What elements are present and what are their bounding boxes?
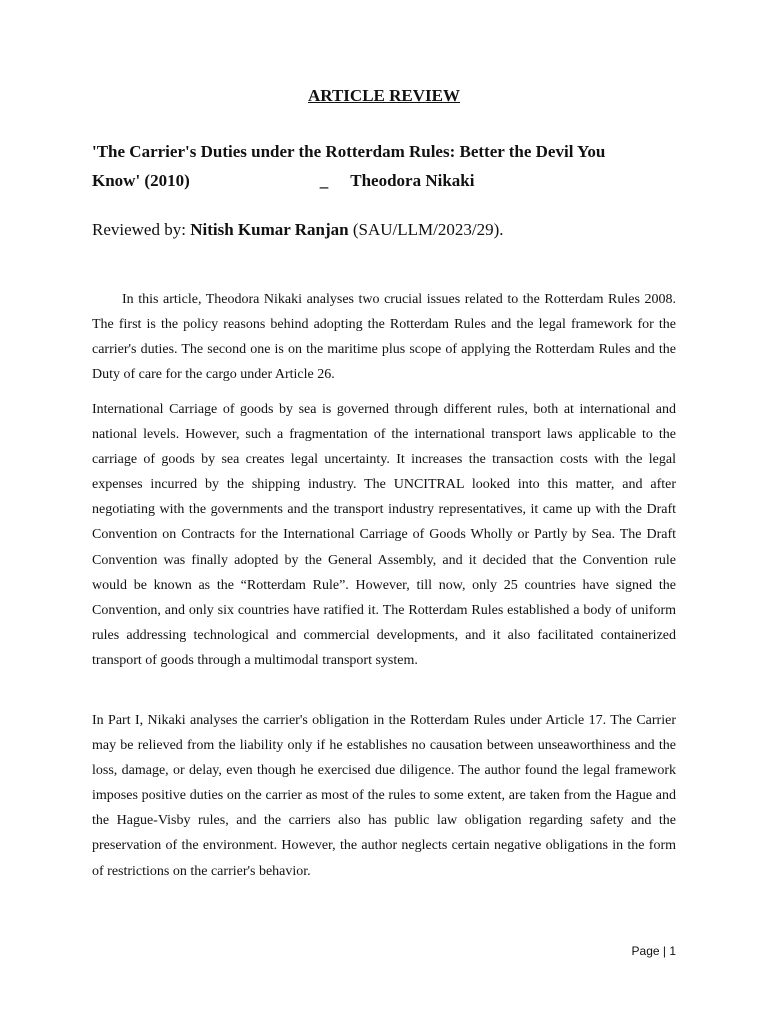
paragraph-part-one: In Part I, Nikaki analyses the carrier's obligation in the Rotterdam Rules under Article 17. The Carrier may be relieved from the liability only if he establishes no causation between unseaworthiness and the loss, damage, or delay, even though he exercised due diligence. The author found the legal framework imposes positive duties on the carrier as most of the rules to some extent, are taken from the Hague and the Hague-Visby rules, and the carriers also has public law obligation regarding safety and the preservation of the environment. However, the author neglects certain negative obligations in the form of restrictions on the carrier's behavior. [92, 713, 676, 879]
paragraph-background: International Carriage of goods by sea is governed through different rules, both at international and national levels. However, such a fragmentation of the international transport laws applicable to the carriage of goods by sea creates legal uncertainty. It increases the transaction costs with the legal expenses incurred by the shipping industry. The UNCITRAL looked into this matter, and after negotiating with the governments and the transport industry representatives, it came up with the Draft Convention on Contracts for the International Carriage of Goods Wholly or Partly by Sea. The Draft Convention was finally adopted by the General Assembly, and it decided that the Convention rule would be known as the “Rotterdam Rule”. However, till now, only 25 countries have signed the Convention, and only six countries have ratified it. The Rotterdam Rules established a body of uniform rules addressing technological and commercial developments, and it also facilitated containerized transport of goods through a multimodal transport system. [92, 402, 676, 668]
document-title: ARTICLE REVIEW [308, 86, 460, 105]
reviewer-name: Nitish Kumar Ranjan [190, 220, 349, 239]
article-subject [92, 137, 676, 195]
reviewer-id: (SAU/LLM/2023/29). [352, 220, 504, 239]
subject-line-1: 'The Carrier's Duties under the Rotterdam Rules: Better the Devil You [92, 142, 606, 161]
paragraph-intro: In this article, Theodora Nikaki analyses two crucial issues related to the Rotterdam Rules 2008. The first is the policy reasons behind adopting the Rotterdam Rules and the legal framework for the carrier's duties. The second one is on the maritime plus scope of applying the Rotterdam Rules and the Duty of care for the cargo under Article 26. [92, 292, 676, 383]
reviewed-by-line [92, 218, 692, 242]
page-footer: Page | 1 [631, 944, 676, 958]
reviewed-by-label: Reviewed by: [92, 220, 186, 239]
subject-author: Theodora Nikaki [350, 171, 475, 190]
subject-separator: _ [319, 171, 329, 190]
subject-line-2-start: Know' (2010) [92, 171, 190, 190]
